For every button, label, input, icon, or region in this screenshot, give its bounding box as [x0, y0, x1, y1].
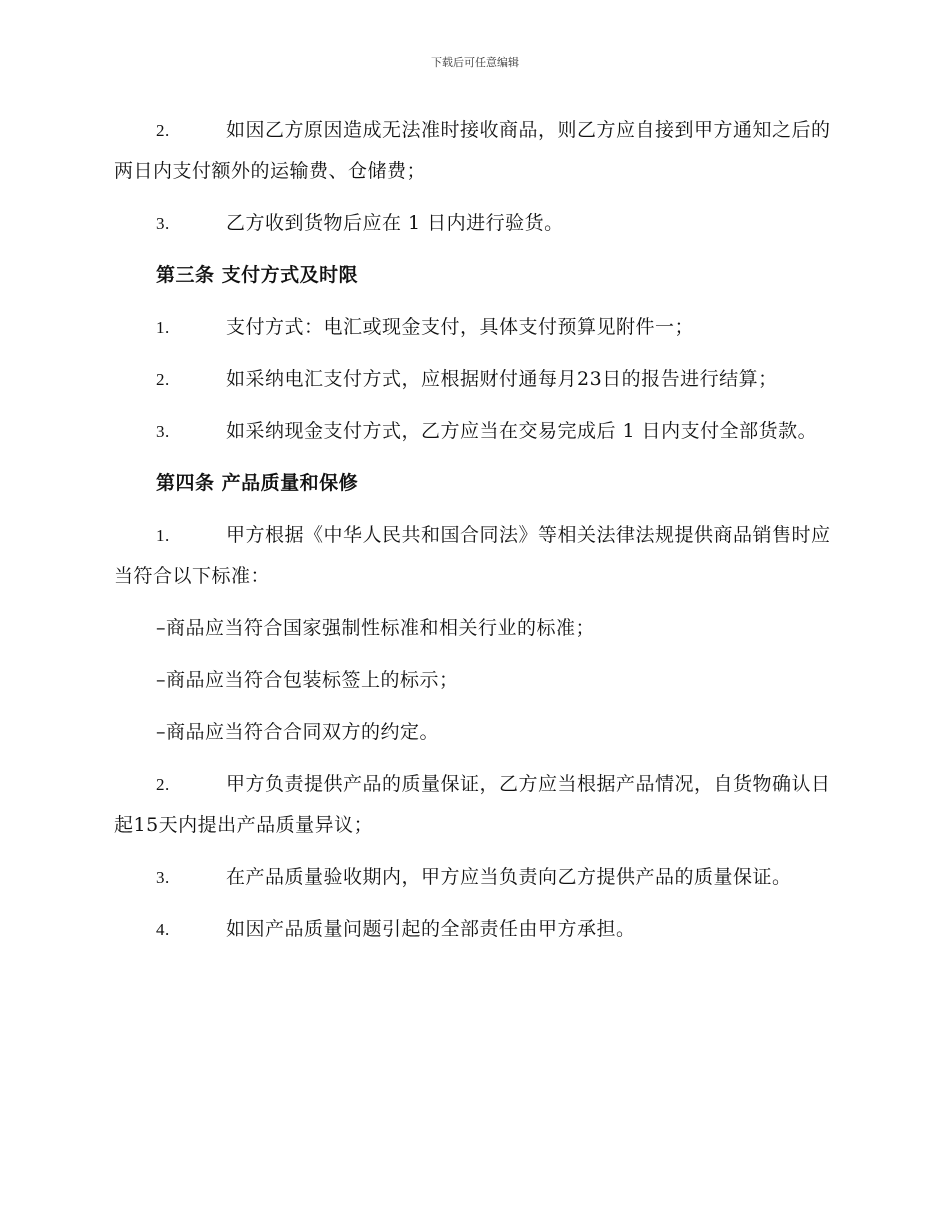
clause-item	[114, 857, 838, 898]
clause-item	[114, 909, 838, 950]
standard-bullet-item: –商品应当符合合同双方的约定。	[156, 721, 440, 743]
clause-text: 乙方收到货物后应在 1 日内进行验货。	[226, 212, 564, 234]
clause-item	[114, 110, 838, 192]
clause-item	[114, 307, 838, 348]
clause-number: 4.	[156, 920, 170, 939]
clause-item	[114, 203, 838, 244]
clause-item	[114, 764, 838, 846]
standard-bullet-item: –商品应当符合包装标签上的标示；	[156, 669, 459, 691]
clause-text: 支付方式：电汇或现金支付，具体支付预算见附件一；	[226, 316, 695, 338]
clause-number: 1.	[156, 318, 170, 337]
section-heading: 第三条 支付方式及时限	[156, 264, 359, 286]
clause-number: 2.	[156, 370, 170, 389]
section-heading: 第四条 产品质量和保修	[156, 472, 359, 494]
clause-number: 1.	[156, 526, 170, 545]
clause-item	[114, 359, 838, 400]
clause-number: 3.	[156, 214, 170, 233]
clause-item	[114, 411, 838, 452]
page-header: 下载后可任意编辑	[431, 56, 519, 69]
document-body	[114, 110, 838, 961]
clause-number: 3.	[156, 422, 170, 441]
clause-text: 如采纳现金支付方式，乙方应当在交易完成后 1 日内支付全部货款。	[226, 420, 818, 442]
clause-text: 如采纳电汇支付方式，应根据财付通每月23日的报告进行结算；	[226, 368, 778, 390]
clause-text: 在产品质量验收期内，甲方应当负责向乙方提供产品的质量保证。	[226, 866, 792, 888]
clause-text: 甲方根据《中华人民共和国合同法》等相关法律法规提供商品销售时应当符合以下标准：	[114, 524, 831, 587]
standard-bullet-item: –商品应当符合国家强制性标准和相关行业的标准；	[156, 617, 596, 639]
clause-number: 2.	[156, 775, 170, 794]
clause-number: 3.	[156, 868, 170, 887]
clause-number: 2.	[156, 121, 170, 140]
clause-text: 甲方负责提供产品的质量保证，乙方应当根据产品情况，自货物确认日起15天内提出产品质量异议；	[114, 773, 831, 836]
clause-text: 如因产品质量问题引起的全部责任由甲方承担。	[226, 918, 636, 940]
clause-item	[114, 515, 838, 597]
clause-text: 如因乙方原因造成无法准时接收商品，则乙方应自接到甲方通知之后的两日内支付额外的运输费、仓储费；	[114, 119, 831, 182]
